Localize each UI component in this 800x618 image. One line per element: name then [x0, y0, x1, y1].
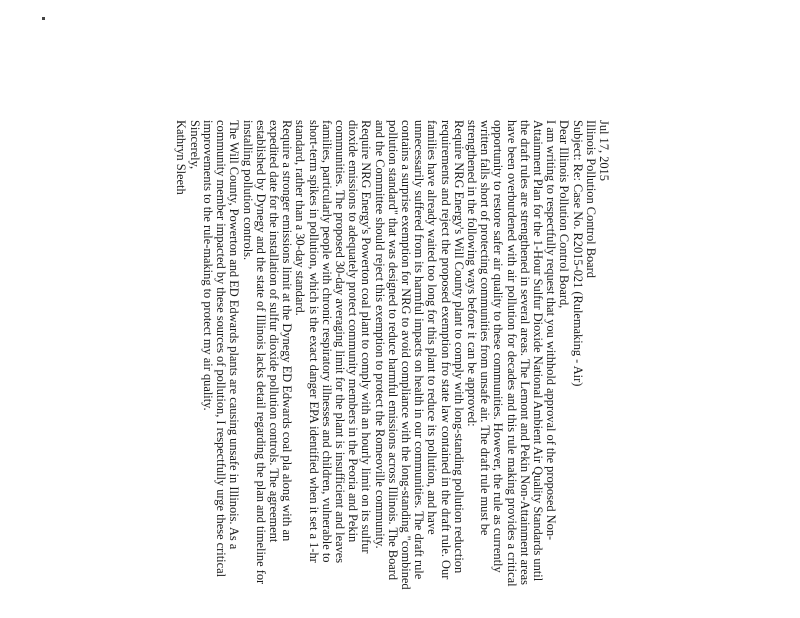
letter-closing: Sincerely,	[187, 120, 202, 170]
letter-subject: Subject: Re: Case No. R2015-021 (Rulemaking - Air)	[570, 120, 585, 387]
scan-speck	[42, 17, 45, 20]
letter-body	[30, 120, 610, 590]
letter-paragraph-powerton: Require NRG Energy's Powerton coal plant to comply with an hourly limit on its sulfur dioxide emissions to adequately protect community members in the Peoria and Pekin communities. The proposed 30-day averaging limit for the plant is insufficient and leaves families, particularly people with chronic respiratory illnesses and children, vulnerable to short-term spikes in pollution, which is the exact danger EPA identified when it set a 1-hr standard, rather than a 30-day standard.	[293, 120, 374, 564]
letter-paragraph-conclusion: The Will County, Powerton and ED Edwards plants are causing unsafe in Illinois. As a community member impacted by these sources of pollution, I respectfully urge these critical improvements to the rule-making to protect my air quality.	[200, 120, 242, 578]
letter-paragraph-intro: I am writing to respectfully request that you withhold approval of the proposed Non-Attainment Plan for the 1-Hour Sulfur Dioxide National Ambient Air Quality Standards until the draft rules are strengthened in several areas. The Lemont and Pekin Non-Attainment areas have been overburdened with air pollution for decades and this rule making provides a critical opportunity to restore safer air quality to these communities. However, the rule as currently written falls short of protecting communities from unsafe air. The draft rule must be strengthened in the following ways before it can be approved:	[464, 120, 559, 587]
letter-paragraph-will-county: Require NRG Energy's Will County plant to comply with long-standing pollution reduction requirements and reject the proposed exemption fro state law contained in the draft rule. Our families have already waited too long for this plant to reduce its pollution, and have unnecessarily suffered from its harmful impacts on health in our communities. The draft rule contains a surprise exemption for NRG to avoid compliance with the long-standing "combined pollution standard" that was designed to reduce harmful emissions across Illinois. The Board and the Committee should reject this exemption to protect the Romeoville community.	[372, 120, 466, 590]
letter-paragraph-ed-edwards: Require a stronger emissions limit at the Dynegy ED Edwards coal pla along with an expedited date for the installation of sulfur dioxide pollution controls. The agreement established by Dynegy and the state of Illinois lacks detail regarding the plan and timeline for installing pollution controls.	[240, 120, 295, 585]
letter-signature: Kathryn Sleeth	[174, 120, 189, 195]
letter-recipient: Illinois Pollution Control Board	[583, 120, 598, 278]
letter-greeting: Dear Illinois Pollution Control Board,	[557, 120, 572, 309]
letter-date: Jul 17, 2015	[597, 120, 611, 181]
